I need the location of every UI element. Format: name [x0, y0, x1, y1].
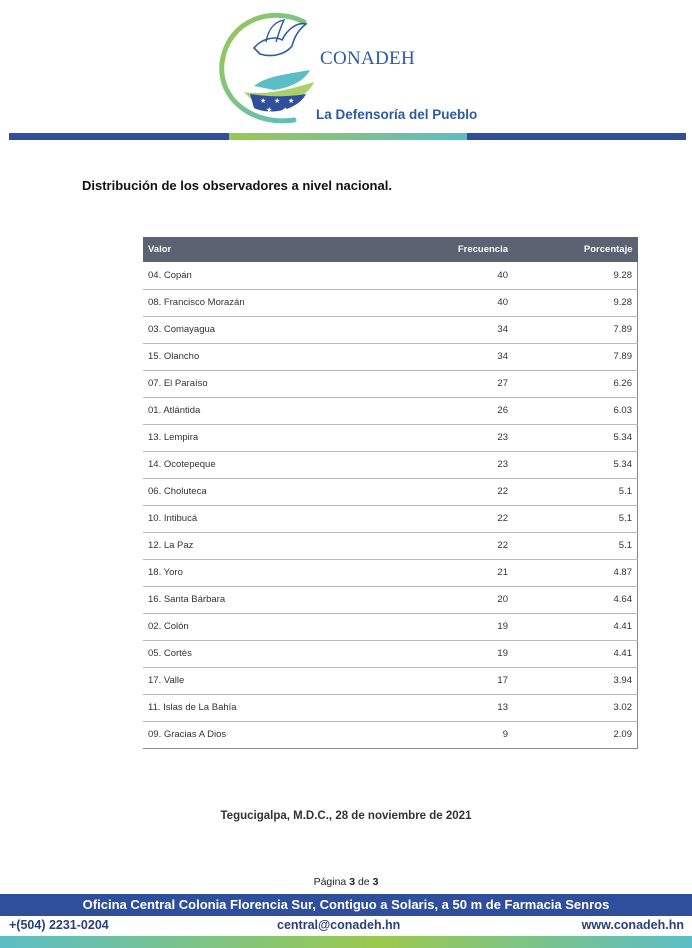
cell-porcentaje: 5.1	[513, 532, 638, 559]
table-row	[143, 694, 638, 721]
cell-frecuencia: 22	[423, 532, 513, 559]
table-row	[143, 721, 638, 748]
table-row	[143, 505, 638, 532]
cell-frecuencia: 23	[423, 451, 513, 478]
cell-frecuencia: 27	[423, 370, 513, 397]
cell-valor: 14. Ocotepeque	[143, 451, 423, 478]
table-row	[143, 559, 638, 586]
cell-porcentaje: 6.03	[513, 397, 638, 424]
table-row	[143, 370, 638, 397]
date-line: Tegucigalpa, M.D.C., 28 de noviembre de 2021	[220, 810, 472, 822]
org-subtitle: La Defensoría del Pueblo	[316, 107, 478, 122]
cell-porcentaje: 7.89	[513, 316, 638, 343]
cell-frecuencia: 22	[423, 505, 513, 532]
footer-website: www.conadeh.hn	[581, 918, 684, 932]
cell-frecuencia: 40	[423, 289, 513, 316]
table-row	[143, 397, 638, 424]
page-number	[0, 876, 692, 888]
table-row	[143, 262, 638, 289]
cell-porcentaje: 5.1	[513, 505, 638, 532]
cell-frecuencia: 13	[423, 694, 513, 721]
table-row	[143, 451, 638, 478]
cell-valor: 17. Valle	[143, 667, 423, 694]
table-row	[143, 478, 638, 505]
cell-frecuencia: 22	[423, 478, 513, 505]
cell-frecuencia: 21	[423, 559, 513, 586]
table-row	[143, 289, 638, 316]
cell-valor: 15. Olancho	[143, 343, 423, 370]
table-row	[143, 316, 638, 343]
cell-valor: 05. Cortés	[143, 640, 423, 667]
cell-porcentaje: 4.41	[513, 640, 638, 667]
svg-text:★: ★	[288, 97, 295, 105]
svg-text:★: ★	[274, 97, 281, 105]
cell-valor: 11. Islas de La Bahía	[143, 694, 423, 721]
page-current: 3	[349, 876, 356, 888]
cell-porcentaje: 4.87	[513, 559, 638, 586]
document-title: Distribución de los observadores a nivel nacional.	[82, 178, 392, 193]
cell-valor: 12. La Paz	[143, 532, 423, 559]
cell-valor: 06. Choluteca	[143, 478, 423, 505]
svg-text:★: ★	[282, 106, 289, 114]
cell-porcentaje: 7.89	[513, 343, 638, 370]
cell-frecuencia: 19	[423, 640, 513, 667]
cell-porcentaje: 5.34	[513, 424, 638, 451]
cell-frecuencia: 20	[423, 586, 513, 613]
cell-porcentaje: 3.94	[513, 667, 638, 694]
table-row	[143, 640, 638, 667]
cell-frecuencia: 34	[423, 316, 513, 343]
observers-table	[143, 237, 638, 749]
table-row	[143, 343, 638, 370]
column-header-frecuencia: Frecuencia	[423, 237, 513, 262]
dove-hands-icon	[214, 8, 324, 130]
cell-porcentaje: 9.28	[513, 262, 638, 289]
cell-frecuencia: 9	[423, 721, 513, 748]
table-row	[143, 613, 638, 640]
cell-valor: 13. Lempira	[143, 424, 423, 451]
header-divider	[9, 133, 686, 140]
cell-valor: 16. Santa Bárbara	[143, 586, 423, 613]
cell-valor: 08. Francisco Morazán	[143, 289, 423, 316]
cell-porcentaje: 4.41	[513, 613, 638, 640]
cell-frecuencia: 23	[423, 424, 513, 451]
page-total: 3	[372, 876, 379, 888]
page-separator: de	[357, 876, 370, 888]
cell-porcentaje: 6.26	[513, 370, 638, 397]
cell-porcentaje: 2.09	[513, 721, 638, 748]
footer-email: central@conadeh.hn	[277, 918, 401, 932]
org-name: CONADEH	[320, 48, 415, 69]
footer-contact	[0, 916, 692, 936]
table-row	[143, 667, 638, 694]
table-row	[143, 532, 638, 559]
cell-frecuencia: 34	[423, 343, 513, 370]
cell-valor: 10. Intibucá	[143, 505, 423, 532]
cell-porcentaje: 3.02	[513, 694, 638, 721]
table-header-row	[143, 237, 638, 262]
svg-text:★: ★	[260, 97, 267, 105]
conadeh-logo	[214, 8, 504, 130]
table-row	[143, 424, 638, 451]
cell-porcentaje: 9.28	[513, 289, 638, 316]
svg-text:★: ★	[266, 106, 273, 114]
footer-phone: +(504) 2231-0204	[9, 918, 109, 932]
cell-frecuencia: 19	[423, 613, 513, 640]
cell-valor: 02. Colón	[143, 613, 423, 640]
table-row	[143, 586, 638, 613]
footer-address: Oficina Central Colonia Florencia Sur, Contiguo a Solaris, a 50 m de Farmacia Senros	[0, 894, 692, 916]
column-header-valor: Valor	[143, 237, 423, 262]
cell-valor: 18. Yoro	[143, 559, 423, 586]
cell-valor: 04. Copán	[143, 262, 423, 289]
cell-porcentaje: 4.64	[513, 586, 638, 613]
cell-frecuencia: 17	[423, 667, 513, 694]
page-prefix: Página	[313, 876, 347, 888]
cell-porcentaje: 5.1	[513, 478, 638, 505]
cell-frecuencia: 26	[423, 397, 513, 424]
cell-valor: 01. Atlántida	[143, 397, 423, 424]
cell-porcentaje: 5.34	[513, 451, 638, 478]
cell-valor: 03. Comayagua	[143, 316, 423, 343]
cell-valor: 07. El Paraíso	[143, 370, 423, 397]
column-header-porcentaje: Porcentaje	[513, 237, 638, 262]
cell-valor: 09. Gracias A Dios	[143, 721, 423, 748]
cell-frecuencia: 40	[423, 262, 513, 289]
footer-gradient-bar	[0, 936, 692, 948]
